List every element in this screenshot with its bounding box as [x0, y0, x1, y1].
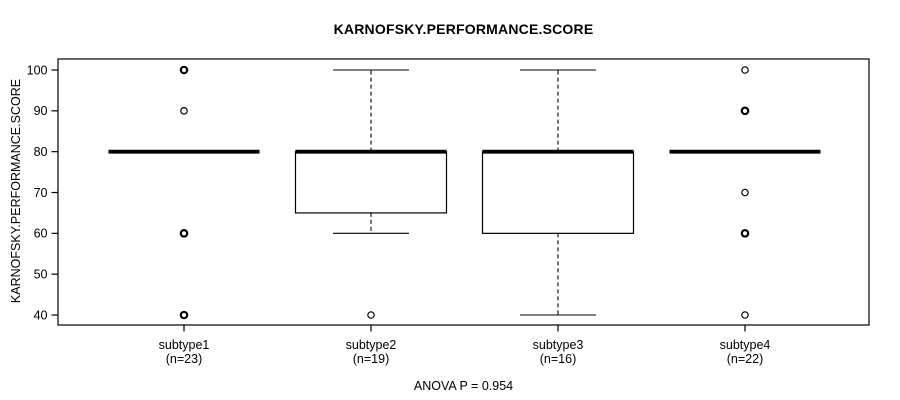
plot-frame: [58, 59, 869, 325]
y-tick-label-40: 40: [33, 308, 48, 323]
y-tick-label-100: 100: [26, 63, 48, 78]
y-tick-label-60: 60: [33, 226, 48, 241]
x-label-subtype2: subtype2: [345, 338, 397, 352]
outlier-subtype1-90: [181, 108, 187, 114]
box-subtype3: [483, 152, 634, 234]
outlier-subtype2-40: [368, 312, 374, 318]
outlier-subtype1-40: [181, 312, 187, 318]
y-tick-label-50: 50: [33, 267, 48, 282]
x-n-label-subtype2: (n=19): [352, 352, 390, 366]
chart-title: KARNOFSKY.PERFORMANCE.SCORE: [333, 21, 594, 37]
y-tick-label-80: 80: [33, 144, 48, 159]
x-label-subtype4: subtype4: [719, 338, 771, 352]
outlier-subtype1-60: [181, 230, 187, 236]
outlier-subtype4-60: [742, 230, 748, 236]
x-label-subtype3: subtype3: [532, 338, 584, 352]
outlier-subtype4-100: [742, 67, 748, 73]
box-subtype2: [296, 152, 447, 213]
y-axis-title: KARNOFSKY.PERFORMANCE.SCORE: [9, 78, 23, 304]
outlier-subtype4-40: [742, 312, 748, 318]
outlier-subtype1-100: [181, 67, 187, 73]
outlier-subtype4-90: [742, 108, 748, 114]
x-n-label-subtype1: (n=23): [165, 352, 203, 366]
x-n-label-subtype3: (n=16): [539, 352, 577, 366]
outlier-subtype4-70: [742, 189, 748, 195]
y-tick-label-70: 70: [33, 185, 48, 200]
y-tick-label-90: 90: [33, 104, 48, 119]
x-label-subtype1: subtype1: [158, 338, 210, 352]
x-n-label-subtype4: (n=22): [726, 352, 764, 366]
anova-annotation: ANOVA P = 0.954: [413, 379, 514, 393]
